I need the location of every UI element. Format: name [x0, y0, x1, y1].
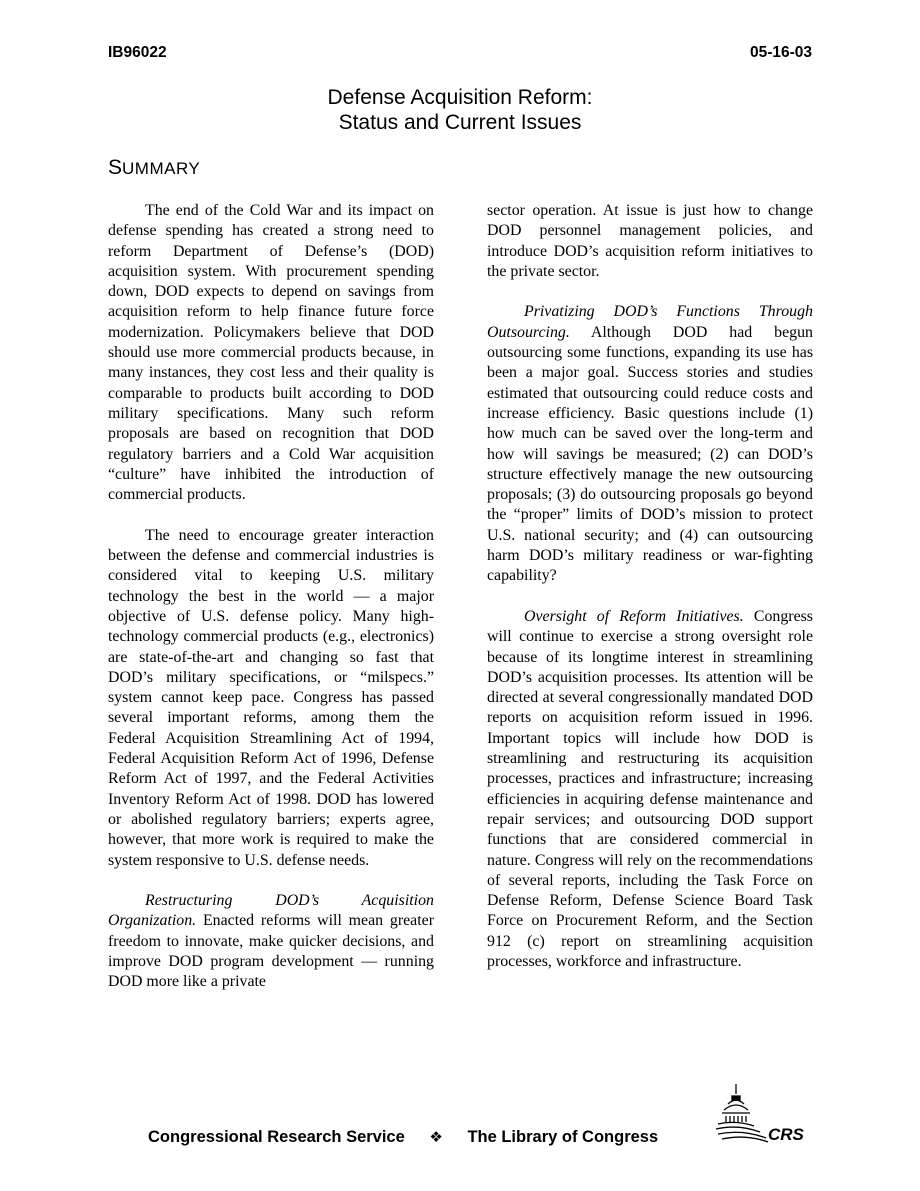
paragraph-commercial-interaction: The need to encourage greater interaction between the defense and commercial industries is considered vital to keeping U.S. military technology the best in the world — a major objective of U.S. defense policy. Many high-technology commercial products (e.g., electronics) are state-of-the-art and changing so fast that DOD’s military specifications, or “milspecs.” system cannot keep pace. Congress has passed several important reforms, among them the Federal Acquisition Streamlining Act of 1994, Federal Acquisition Reform Act of 1996, Defense Reform Act of 1997, and the Federal Activities Inventory Reform Act of 1998. DOD has lowered or abolished regulatory barriers; experts agree, however, that more work is required to make the system responsive to U.S. defense needs.	[108, 526, 434, 869]
paragraph-outsourcing	[487, 302, 813, 586]
footer	[148, 1126, 658, 1149]
footer-library-name: The Library of Congress	[467, 1128, 659, 1146]
summary-heading-rest: UMMARY	[122, 159, 201, 178]
document-id: IB96022	[108, 44, 167, 61]
oversight-subheading: Oversight of Reform Initiatives.	[524, 607, 744, 625]
oversight-body: Congress will continue to exercise a strong oversight role because of its longtime interest in streamlining DOD’s acquisition processes. Its attention will be directed at several congressionally mandated DOD reports on acquisition reform issued in 1996. Important topics will include how DOD is streamlining and restructuring its acquisition processes, practices and infrastructure; increasing efficiencies in acquiring defense maintenance and repair services; and outsourcing DOD support functions that are considered commercial in nature. Congress will rely on the recommendations of several reports, including the Task Force on Defense Reform, Defense Science Board Task Force on Procurement Reform, and the Section 912 (c) report on streamlining acquisition processes, workforce and infrastructure.	[487, 607, 813, 970]
footer-crs-name: Congressional Research Service	[148, 1128, 405, 1146]
paragraph-cold-war: The end of the Cold War and its impact on defense spending has created a strong need to reform Department of Defense’s (DOD) acquisition system. With procurement spending down, DOD expects to depend on savings from acquisition reform to help finance future force modernization. Policymakers believe that DOD should use more commercial products because, in many instances, they cost less and their quality is comparable to products built according to DOD military specifications. Many such reform proposals are based on recognition that DOD regulatory barriers and a Cold War acquisition “culture” have inhibited the introduction of commercial products.	[108, 202, 434, 504]
paragraph-restructuring-continued: sector operation. At issue is just how to change DOD personnel management policies, and introduce DOD’s acquisition reform initiatives to the private sector.	[487, 202, 813, 280]
title-line-1: Defense Acquisition Reform:	[327, 86, 593, 109]
footer-diamond-separator: ❖	[429, 1129, 443, 1146]
paragraph-restructuring	[108, 891, 434, 992]
crs-logo-text: CRS	[768, 1125, 804, 1144]
right-column	[487, 201, 813, 972]
crs-capitol-logo-icon	[712, 1082, 812, 1148]
paragraph-oversight	[487, 607, 813, 972]
summary-heading-initial: S	[108, 156, 123, 179]
document-date: 05-16-03	[749, 44, 812, 61]
left-column	[108, 201, 434, 993]
title-line-2: Status and Current Issues	[338, 111, 582, 134]
restructuring-subheading: Restructuring DOD’s Acquisition Organization.	[108, 892, 434, 930]
outsourcing-subheading: Privatizing DOD’s Functions Through Outsourcing.	[487, 303, 813, 341]
restructuring-body: Enacted reforms will mean greater freedom to innovate, make quicker decisions, and improve DOD program development — running DOD more like a private	[108, 912, 434, 991]
outsourcing-body: Although DOD had begun outsourcing some functions, expanding its use has been a major goal. Success stories and studies estimated that outsourcing could reduce costs and increase efficiency. Basic questions include (1) how much can be saved over the long-term and how will savings be measured; (2) can DOD’s structure effectively manage the new outsourcing proposals; (3) do outsourcing proposals go beyond the “proper” limits of DOD’s mission to protect U.S. national security; and (4) can outsourcing harm DOD’s military readiness or war-fighting capability?	[487, 323, 813, 585]
page-title	[0, 85, 920, 135]
summary-heading	[108, 155, 200, 182]
